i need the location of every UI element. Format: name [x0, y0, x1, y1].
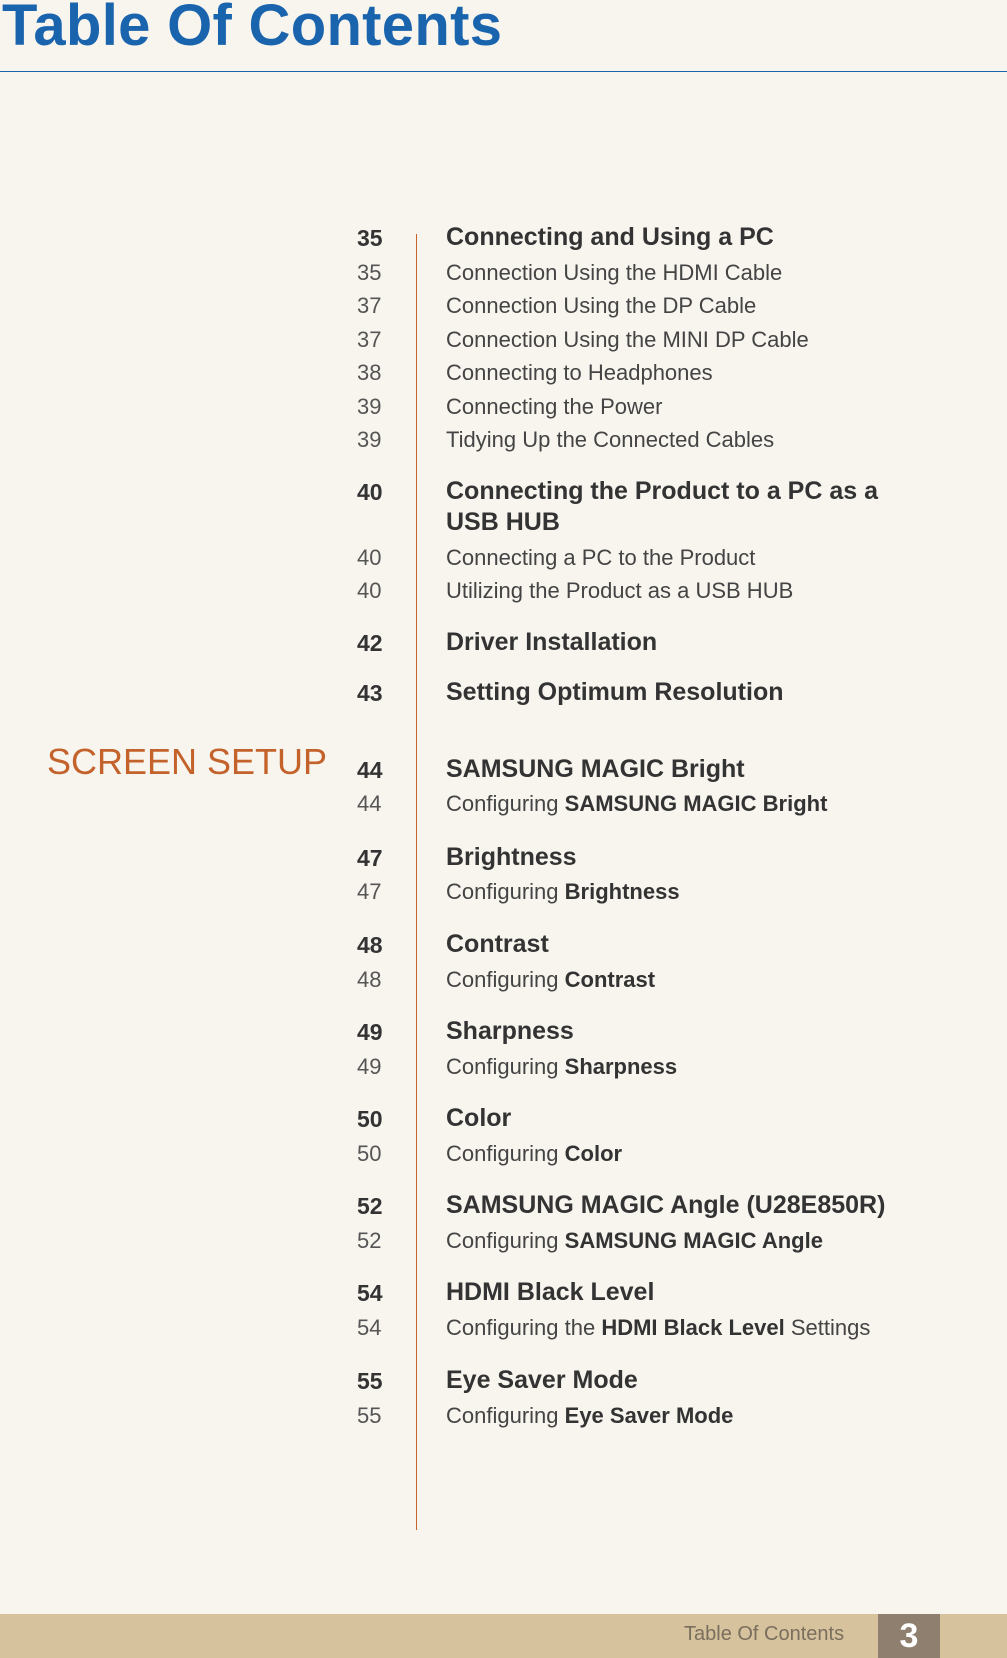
toc-entry-text	[446, 627, 916, 658]
toc-entry-segment: Sharpness	[446, 1017, 574, 1045]
toc-page-number: 52	[357, 1193, 383, 1219]
toc-entry-emphasis: SAMSUNG MAGIC Bright	[564, 791, 828, 816]
toc-entry-text	[446, 1140, 916, 1169]
toc-page-number: 42	[357, 630, 383, 656]
toc-page-number: 38	[357, 360, 382, 385]
footer-label: Table Of Contents	[684, 1623, 845, 1645]
toc-entry-segment: Brightness	[446, 843, 577, 871]
toc-page-number: 43	[357, 680, 383, 706]
toc-entry-text	[446, 292, 916, 321]
toc-entry-segment: Connection Using the MINI DP Cable	[446, 327, 809, 352]
toc-entry-text	[446, 1016, 916, 1047]
toc-entry-emphasis: SAMSUNG MAGIC Angle	[564, 1228, 823, 1253]
toc-entry-segment: Connecting a PC to the Product	[446, 545, 756, 570]
toc-page-number: 39	[357, 427, 382, 452]
toc-entry-segment: Connecting the Power	[446, 394, 663, 419]
toc-page-number: 44	[357, 791, 382, 816]
toc-entry-text	[446, 842, 916, 873]
toc-page-number: 35	[357, 260, 382, 285]
section-label: SCREEN SETUP	[46, 741, 327, 782]
toc-entry-text	[446, 1053, 916, 1082]
toc-entry-segment: Driver Installation	[446, 628, 658, 656]
toc-entry-segment: Connecting to Headphones	[446, 360, 713, 385]
footer-bar	[0, 1614, 1007, 1658]
toc-page-number: 54	[357, 1280, 383, 1306]
toc-entry-segment: Connecting and Using a PC	[446, 223, 774, 251]
toc-entry-text	[446, 1402, 916, 1431]
toc-entry-segment: Connection Using the DP Cable	[446, 293, 757, 318]
toc-entry-segment: Configuring the	[446, 1315, 602, 1340]
toc-entry-text	[446, 1103, 916, 1134]
toc-entry-text	[446, 929, 916, 960]
toc-entry-segment: Setting Optimum Resolution	[446, 678, 784, 706]
toc-entry-emphasis: Color	[564, 1141, 623, 1166]
toc-entry-text	[446, 1190, 916, 1221]
toc-page-number: 40	[357, 479, 383, 505]
toc-page-number: 40	[357, 578, 382, 603]
toc-entry-segment: Settings	[784, 1315, 871, 1340]
toc-entry-text	[446, 222, 916, 253]
toc-page-number: 35	[357, 225, 383, 251]
toc-entry-text	[446, 966, 916, 995]
toc-entry-segment: Configuring	[446, 1054, 565, 1079]
toc-entry-emphasis: Sharpness	[564, 1054, 678, 1079]
toc-page-number: 49	[357, 1054, 382, 1079]
toc-page-number: 50	[357, 1106, 383, 1132]
toc-page-number: 49	[357, 1019, 383, 1045]
toc-page-number: 54	[357, 1315, 382, 1340]
toc-entry-segment: Connecting the Product to a PC as a USB HUB	[446, 477, 878, 537]
toc-entry-segment: SAMSUNG MAGIC Angle (U28E850R)	[446, 1191, 886, 1219]
toc-entry-segment: HDMI Black Level	[446, 1278, 655, 1306]
toc-entry-segment: Connection Using the HDMI Cable	[446, 260, 783, 285]
toc-entry-segment: SAMSUNG MAGIC Bright	[446, 755, 745, 783]
toc-entry-text	[446, 426, 916, 455]
toc-page-number: 37	[357, 293, 382, 318]
toc-entry-text	[446, 1277, 916, 1308]
toc-page-number: 37	[357, 327, 382, 352]
toc-entry-text	[446, 259, 916, 288]
toc-page-number: 39	[357, 394, 382, 419]
toc-page-number: 47	[357, 845, 383, 871]
toc-entry-text	[446, 326, 916, 355]
toc-entry-emphasis: Brightness	[564, 879, 680, 904]
toc-page-number: 44	[357, 757, 383, 783]
toc-entry-emphasis: HDMI Black Level	[601, 1315, 785, 1340]
page-title: Table Of Contents	[2, 0, 503, 58]
toc-entry-text	[446, 393, 916, 422]
toc-entry-segment: Configuring	[446, 791, 565, 816]
toc-entry-text	[446, 1314, 916, 1343]
toc-entry-text	[446, 754, 916, 785]
toc-entry-text	[446, 790, 916, 819]
toc-entry-text	[446, 476, 916, 539]
toc-entry-text	[446, 878, 916, 907]
toc-entry-segment: Configuring	[446, 1403, 565, 1428]
toc-entry-segment: Configuring	[446, 879, 565, 904]
toc-entry-segment: Configuring	[446, 1228, 565, 1253]
toc-page-number: 48	[357, 967, 382, 992]
page-number: 3	[878, 1614, 940, 1658]
toc-entry-emphasis: Eye Saver Mode	[564, 1403, 734, 1428]
toc-page-number: 55	[357, 1368, 383, 1394]
toc-divider	[416, 234, 417, 1530]
toc-entry-text	[446, 677, 916, 708]
toc-page-number: 50	[357, 1141, 382, 1166]
toc-entry-segment: Contrast	[446, 930, 549, 958]
toc-page-number: 55	[357, 1403, 382, 1428]
toc-entry-text	[446, 1227, 916, 1256]
toc-entry-text	[446, 1365, 916, 1396]
toc-entry-segment: Tidying Up the Connected Cables	[446, 427, 775, 452]
toc-page-number: 48	[357, 932, 383, 958]
toc-entry-text	[446, 359, 916, 388]
toc-page-number: 40	[357, 545, 382, 570]
toc-entry-segment: Color	[446, 1104, 512, 1132]
toc-entry-segment: Configuring	[446, 1141, 565, 1166]
toc-entry-text	[446, 544, 916, 573]
toc-entry-segment: Utilizing the Product as a USB HUB	[446, 578, 794, 603]
toc-entry-segment: Eye Saver Mode	[446, 1366, 638, 1394]
title-rule	[0, 71, 1007, 72]
toc-page-number: 52	[357, 1228, 382, 1253]
toc-entry-segment: Configuring	[446, 967, 565, 992]
toc-entry-text	[446, 577, 916, 606]
toc-page-number: 47	[357, 879, 382, 904]
toc-entry-emphasis: Contrast	[564, 967, 656, 992]
